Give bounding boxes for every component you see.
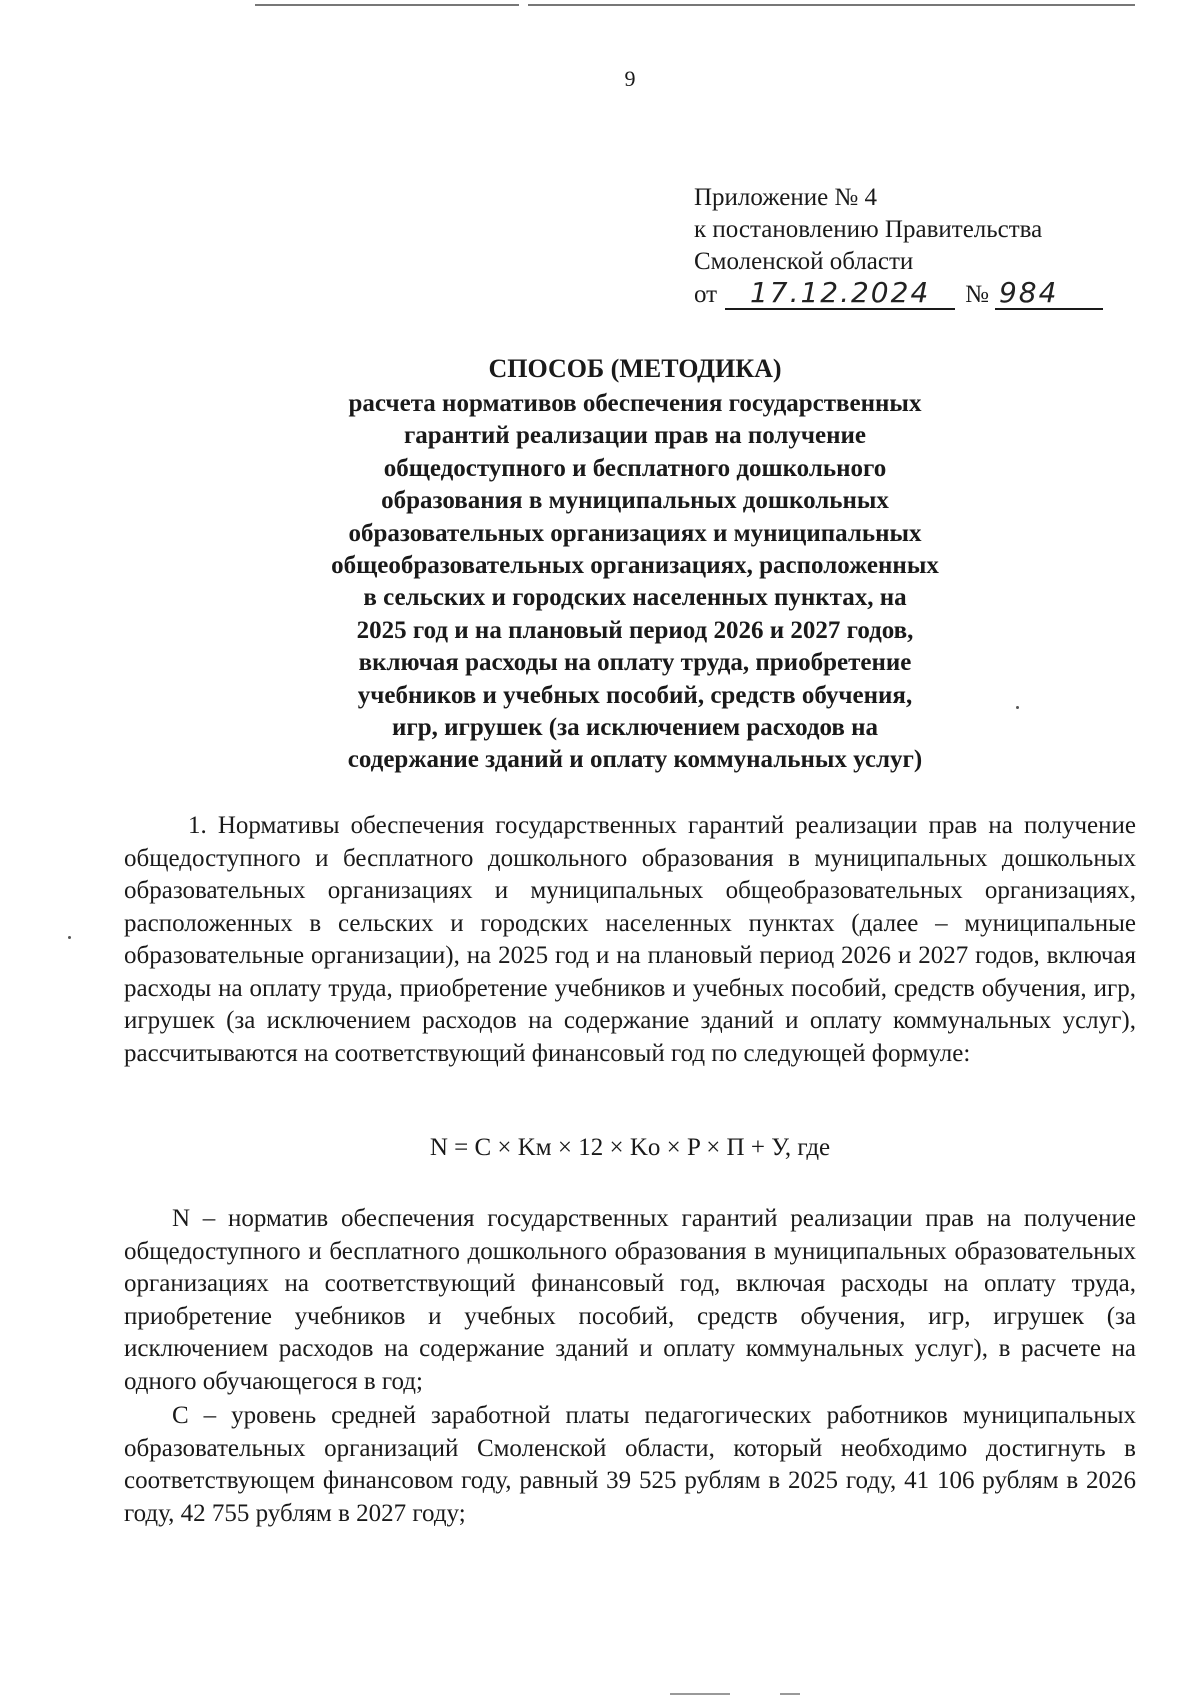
title-line: расчета нормативов обеспечения государственных [348,390,922,417]
date-prefix: от [694,281,718,308]
appendix-reference: к постановлению Правительства [694,216,1043,243]
title-line: содержание зданий и оплату коммунальных услуг) [347,746,923,774]
handwritten-number: 984 [995,278,1103,310]
page-number: 9 [624,66,636,91]
title-line: образования в муниципальных дошкольных [381,487,889,515]
document-title [260,352,1010,777]
title-line: общеобразовательных организациях, расположенных [331,552,939,580]
title-main: СПОСОБ (МЕТОДИКА) [488,354,782,383]
number-sign: № [965,281,989,308]
appendix-date-line [694,278,1103,311]
title-line: в сельских и городских населенных пунктах, на [363,584,907,612]
paragraph-definition-n: N – норматив обеспечения государственных гарантий реализации прав на получение общедоступного и бесплатного дошкольного образования в муниципальных образовательных организациях на соответствующий финансовый год, включая расходы на оплату труда, приобретение учебников и учебных пособий, средств обучения, игр, игрушек (за исключением расходов на содержание зданий и оплату коммунальных услуг), в расчете на одного обучающегося в год; [124,1205,1136,1395]
formula: N = C × Kм × 12 × Kо × P × П + У, где [429,1134,831,1161]
appendix-block [694,182,1103,311]
appendix-region: Смоленской области [694,248,914,275]
title-line: учебников и учебных пособий, средств обучения, [357,681,913,709]
paragraph-definition-c: C – уровень средней заработной платы педагогических работников муниципальных образовательных организаций Смоленской области, который необходимо достигнуть в соответствующем финансовом году, равный 39 525 рублям в 2025 году, 41 106 рублям в 2026 году, 42 755 рублям в 2027 году; [124,1402,1136,1527]
appendix-title: Приложение № 4 [694,184,878,211]
title-line: образовательных организациях и муниципальных [348,519,922,547]
title-line: игр, игрушек (за исключением расходов на [391,714,879,742]
scan-speck [1016,706,1019,709]
title-line: общедоступного и бесплатного дошкольного [383,454,887,482]
handwritten-date: 17.12.2024 [725,278,955,310]
scan-artifact-top-line [255,4,1135,6]
scan-artifact-bottom-line [670,1693,1170,1695]
title-line: гарантий реализации прав на получение [403,422,867,450]
scan-speck [68,936,71,939]
title-line: 2025 год и на плановый период 2026 и 2027 годов, [356,616,914,644]
paragraph-1: 1. Нормативы обеспечения государственных гарантий реализации прав на получение общедоступного и бесплатного дошкольного образования в муниципальных дошкольных образовательных организациях и муниципальных общеобразовательных организациях, расположенных в сельских и городских населенных пунктах (далее – муниципальные образовательные организации), на 2025 год и на плановый период 2026 и 2027 годов, включая расходы на оплату труда, приобретение учебников и учебных пособий, средств обучения, игр, игрушек (за исключением расходов на содержание зданий и оплату коммунальных услуг), рассчитываются на соответствующий финансовый год по следующей формуле: [124,812,1136,1067]
title-line: включая расходы на оплату труда, приобретение [358,649,912,677]
